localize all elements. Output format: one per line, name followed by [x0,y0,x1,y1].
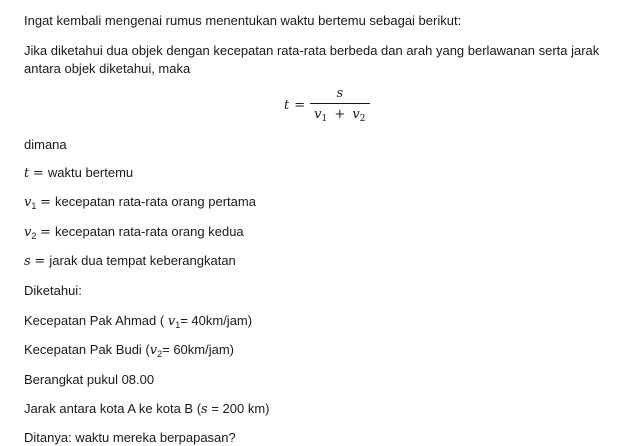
ahmad-value: = 40km/jam) [180,313,253,328]
formula-lhs: t [284,97,290,113]
distance-label: Jarak antara kota A ke kota B ( [24,401,202,416]
budi-value: = 60km/jam) [162,342,235,357]
budi-label: Kecepatan Pak Budi ( [24,342,150,357]
condition-text-line-1: Jika diketahui dua objek dengan kecepatan rata-rata berbeda dan arah yang berlawanan serta jarak [24,43,600,58]
ahmad-symbol: v [167,314,176,329]
den-v1-symbol: v [314,107,322,122]
known-distance [24,400,270,418]
formula-fraction [310,86,369,124]
definition-text: kecepatan rata-rata orang pertama [55,194,256,209]
definition-symbol: s [24,254,31,269]
definition-text: waktu bertemu [47,165,134,180]
dimana-label: dimana [24,137,67,152]
budi-subscript: 2 [157,349,163,359]
definition-subscript: 1 [31,201,37,211]
definition-v2: $v_2$ = kecepatan rata-rata orang kedua [24,224,244,241]
known-title: Diketahui: [24,283,82,298]
distance-symbol: s [201,402,208,417]
definition-text: jarak dua tempat keberangkatan [49,253,236,268]
den-plus: + [334,107,346,122]
known-budi-speed [24,341,234,363]
question-text: Ditanya: waktu mereka berpapasan? [24,430,236,445]
intro-text: Ingat kembali mengenai rumus menentukan waktu bertemu sebagai berikut: [24,13,462,28]
known-ahmad-speed [24,312,252,334]
known-departure: Berangkat pukul 08.00 [24,372,155,387]
formula-denominator [310,104,369,124]
formula-equals: = [294,97,306,113]
den-v2-subscript: 2 [359,114,366,124]
definition-symbol: v [24,225,32,240]
definition-symbol: t [24,166,30,181]
definition-v1: $v_1$ = kecepatan rata-rata orang pertama [24,194,256,211]
den-v1-subscript: 1 [321,114,328,124]
budi-symbol: v [149,343,158,358]
definition-s: s = jarak dua tempat keberangkatan [24,253,236,269]
ahmad-subscript: 1 [175,320,181,330]
distance-value: = 200 km) [211,401,270,416]
definition-subscript: 2 [31,231,37,241]
definition-t: t = waktu bertemu [24,165,134,181]
definition-text: kecepatan rata-rata orang kedua [55,224,244,239]
meeting-time-formula [284,86,370,124]
ahmad-label: Kecepatan Pak Ahmad ( [24,313,165,328]
definition-symbol: v [24,195,32,210]
formula-numerator: s [336,86,344,101]
den-v2-symbol: v [352,107,360,122]
condition-text-line-2: antara objek diketahui, maka [24,61,191,76]
